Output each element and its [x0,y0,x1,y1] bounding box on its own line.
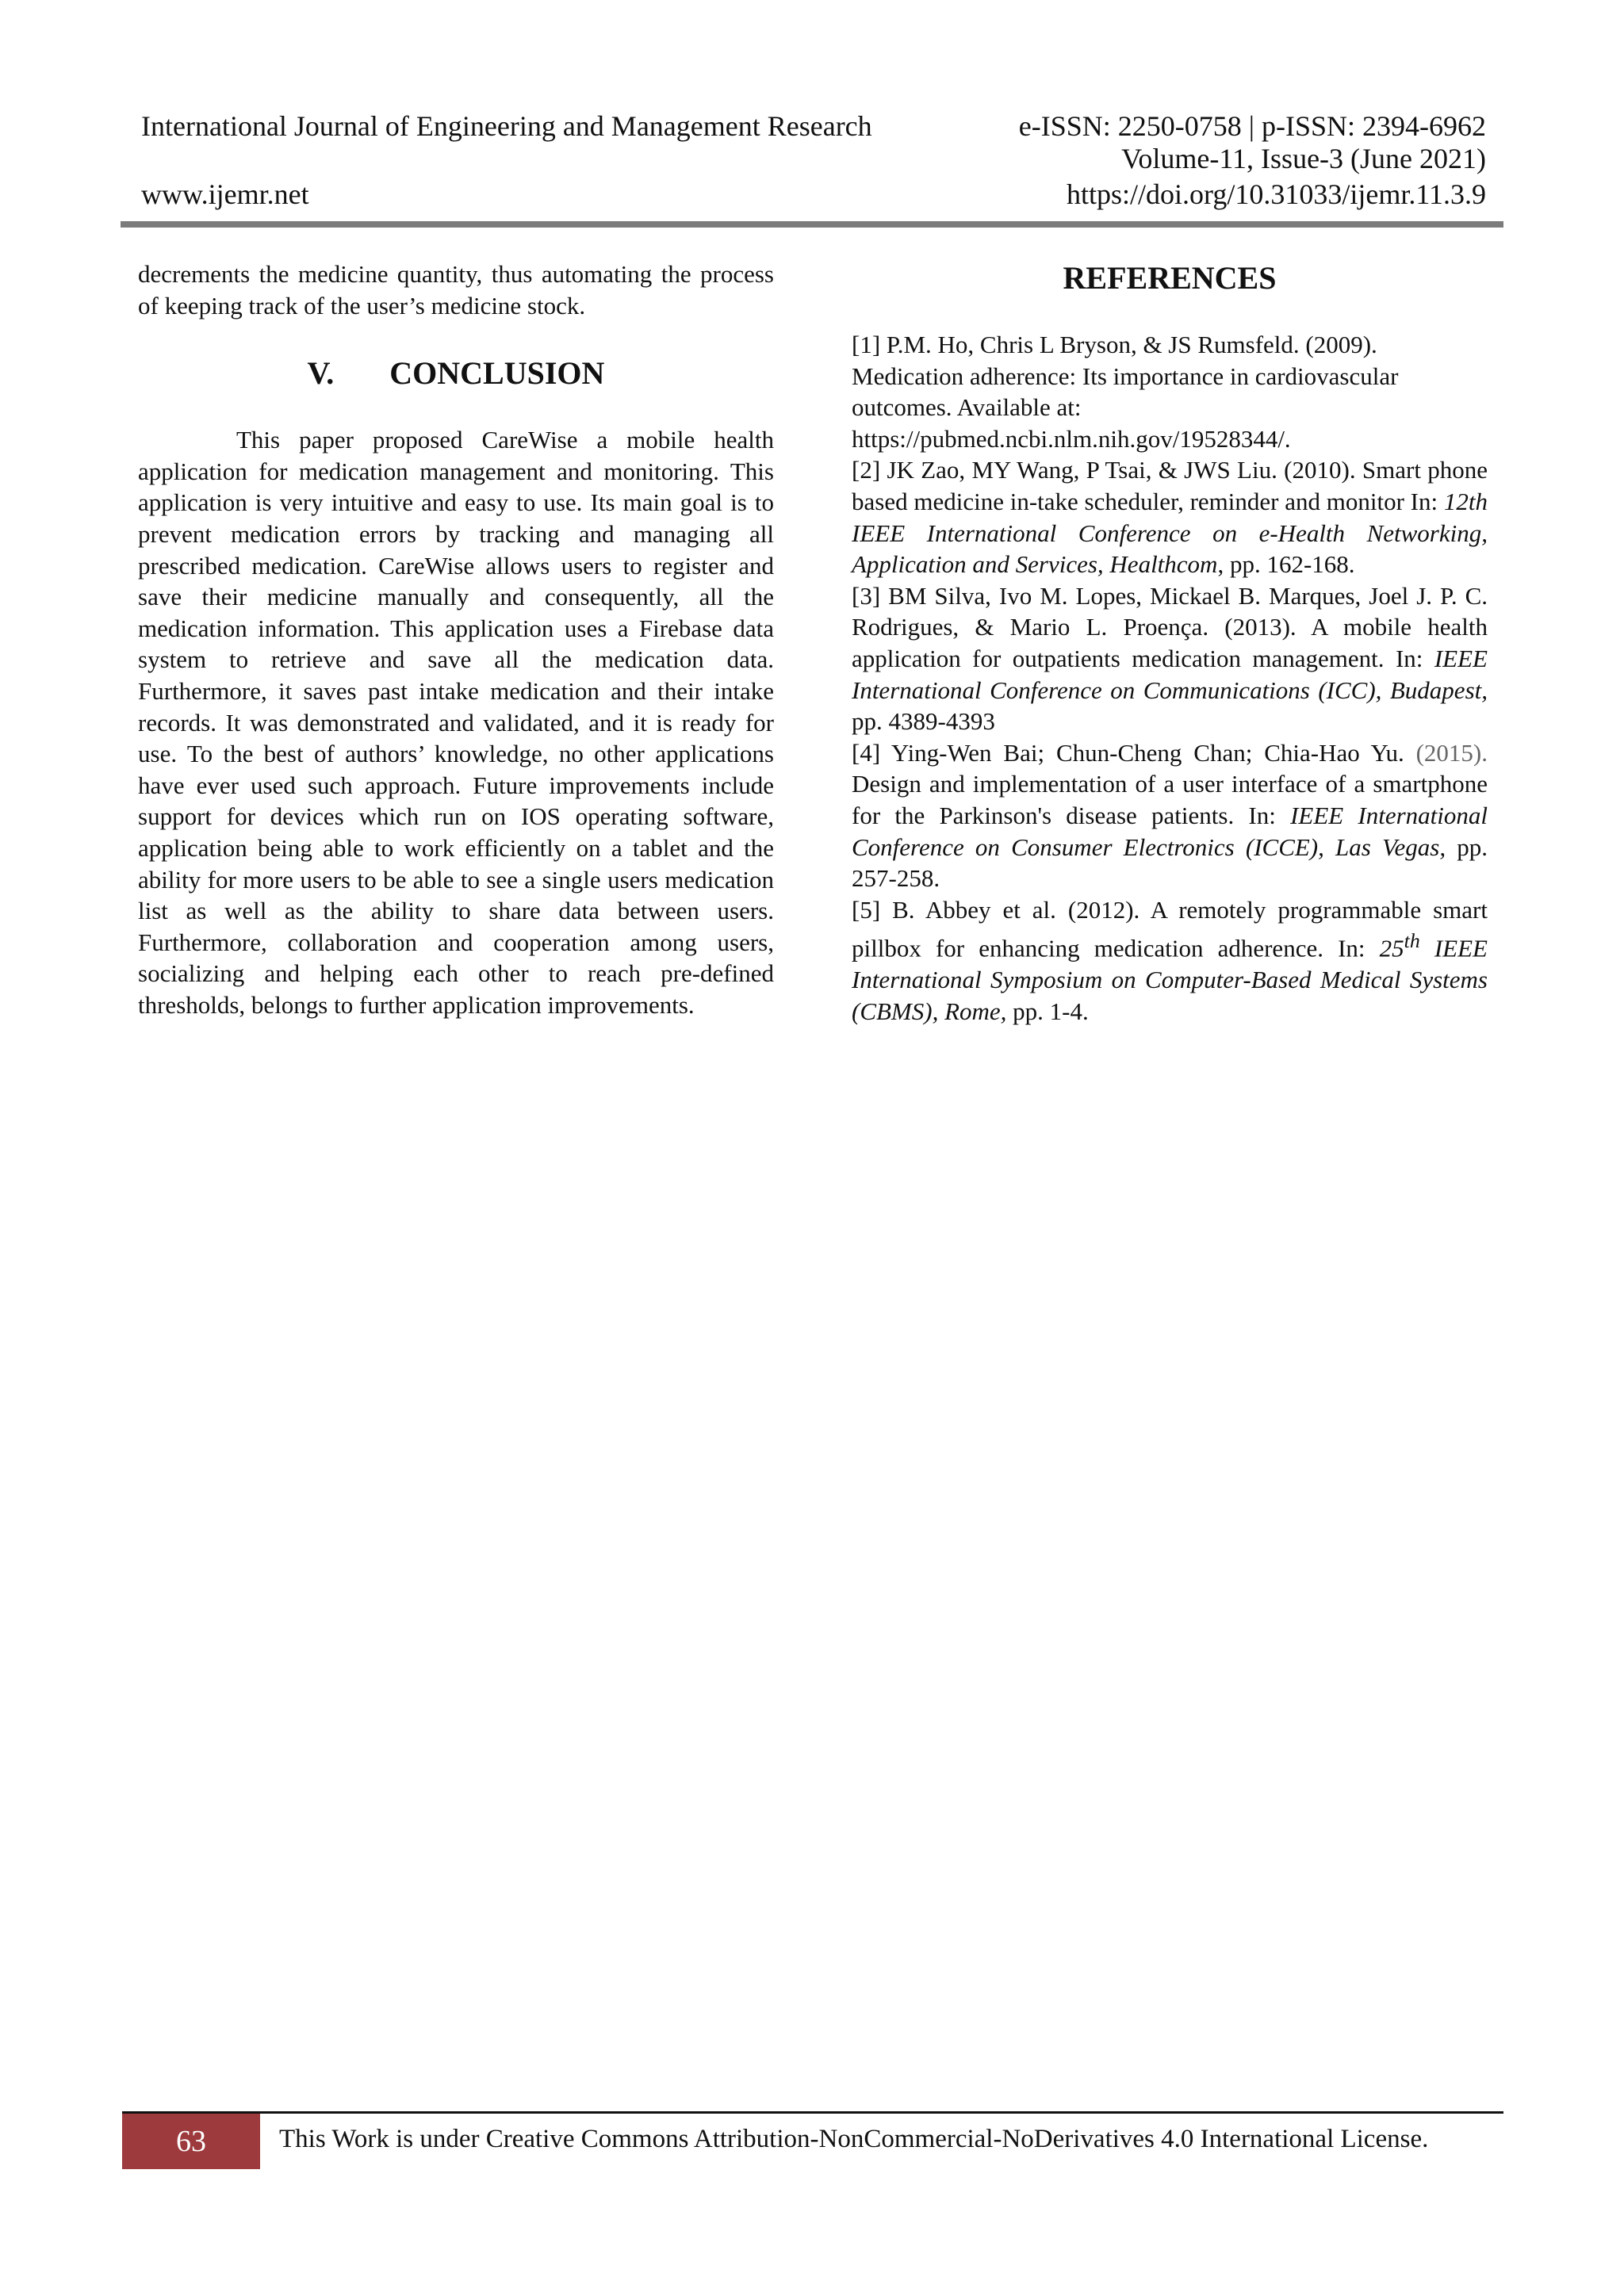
reference-text: Design and implementation of a user interface of a smartphone for the Parkinson's disease patients. In: [852,770,1488,829]
conference-ordinal: 25 [1379,934,1404,962]
reference-label: [1] [852,331,881,358]
reference-pages: , pp. 162-168. [1217,550,1355,579]
reference-text: BM Silva, Ivo M. Lopes, Mickael B. Marques, Joel J. P. C. Rodrigues, & Mario L. Proença. (2013). A mobile health application for outpatients medication management. In: [852,581,1488,672]
reference-url-link[interactable]: https://pubmed.ncbi.nlm.nih.gov/19528344/. [852,424,1291,453]
reference-label: [2] [852,456,881,484]
reference-item-5 [852,894,1488,1027]
header-divider [121,221,1503,228]
left-column [138,258,774,1020]
reference-label: [5] [852,895,881,924]
section-title: CONCLUSION [389,355,605,392]
reference-year: (2015). [1415,738,1488,767]
conference-title: IEEE International Conference on Communications (ICC), Budapest, [852,644,1488,704]
reference-text: B. Abbey et al. (2012). A remotely programmable smart pillbox for enhancing medication adherence. In: [852,895,1488,962]
reference-pages: pp. 1-4. [1006,997,1089,1025]
license-notice: This Work is under Creative Commons Attribution-NonCommercial-NoDerivatives 4.0 International License. [279,2125,1429,2153]
references-heading: REFERENCES [1063,260,1277,296]
journal-name: International Journal of Engineering and Management Research [141,110,872,142]
reference-item-2 [852,454,1488,580]
reference-text: P.M. Ho, Chris L Bryson, & JS Rumsfeld. (2009). Medication adherence: Its importance in cardiovascular outcomes. Available at: [852,331,1399,422]
right-column [852,258,1488,1027]
section-number: V. [307,355,335,392]
reference-text: JK Zao, MY Wang, P Tsai, & JWS Liu. (2010). Smart phone based medicine in-take scheduler, reminder and monitor In: [852,456,1488,515]
journal-website-link[interactable]: www.ijemr.net [141,178,309,210]
reference-item-1 [852,329,1488,454]
reference-authors: Ying-Wen Bai; Chun-Cheng Chan; Chia-Hao Yu. [880,738,1416,767]
issn-line: e-ISSN: 2250-0758 | p-ISSN: 2394-6962 [1018,110,1486,142]
doi-link[interactable]: https://doi.org/10.31033/ijemr.11.3.9 [1066,178,1486,210]
page-number: 63 [122,2114,260,2169]
conference-title: 12th IEEE International Conference on e-Health Networking, Application and Services, Healthcom [852,487,1488,579]
reference-label: [3] [852,581,881,610]
conclusion-paragraph: This paper proposed CareWise a mobile health application for medication management and monitoring. This application is very intuitive and easy to use. Its main goal is to prevent medication errors by tracking and managing all prescribed medication. CareWise allows users to register and save their medicine manually and consequently, all the medication information. This application uses a Firebase data system to retrieve and save all the medication data. Furthermore, it saves past intake medication and their intake records. It was demonstrated and validated, and it is ready for use. To the best of authors’ knowledge, no other applications have ever used such approach. Future improvements include support for devices which run on IOS operating software, application being able to work efficiently on a tablet and the ability for more users to be able to see a single users medication list as well as the ability to share data between users. Furthermore, collaboration and cooperation among users, socializing and helping each other to reach pre-defined thresholds, belongs to further application improvements. [138,426,774,1019]
reference-label: [4] [852,738,881,767]
conference-title: IEEE International Symposium on Computer-Based Medical Systems (CBMS), Rome, [852,934,1488,1025]
reference-item-4 [852,737,1488,894]
ordinal-suffix: th [1404,929,1420,953]
reference-pages: pp. 257-258. [852,832,1488,893]
page-header [122,105,1486,224]
conference-title: IEEE International Conference on Consumer Electronics (ICCE), Las Vegas, [852,801,1488,861]
page-footer [122,2111,1503,2169]
volume-issue: Volume-11, Issue-3 (June 2021) [1121,143,1486,174]
conclusion-heading [138,350,774,396]
footer-divider [122,2111,1503,2114]
reference-pages: pp. 4389-4393 [852,707,995,736]
continued-paragraph: decrements the medicine quantity, thus automating the process of keeping track of the user’s medicine stock. [138,260,774,320]
reference-item-3 [852,580,1488,737]
